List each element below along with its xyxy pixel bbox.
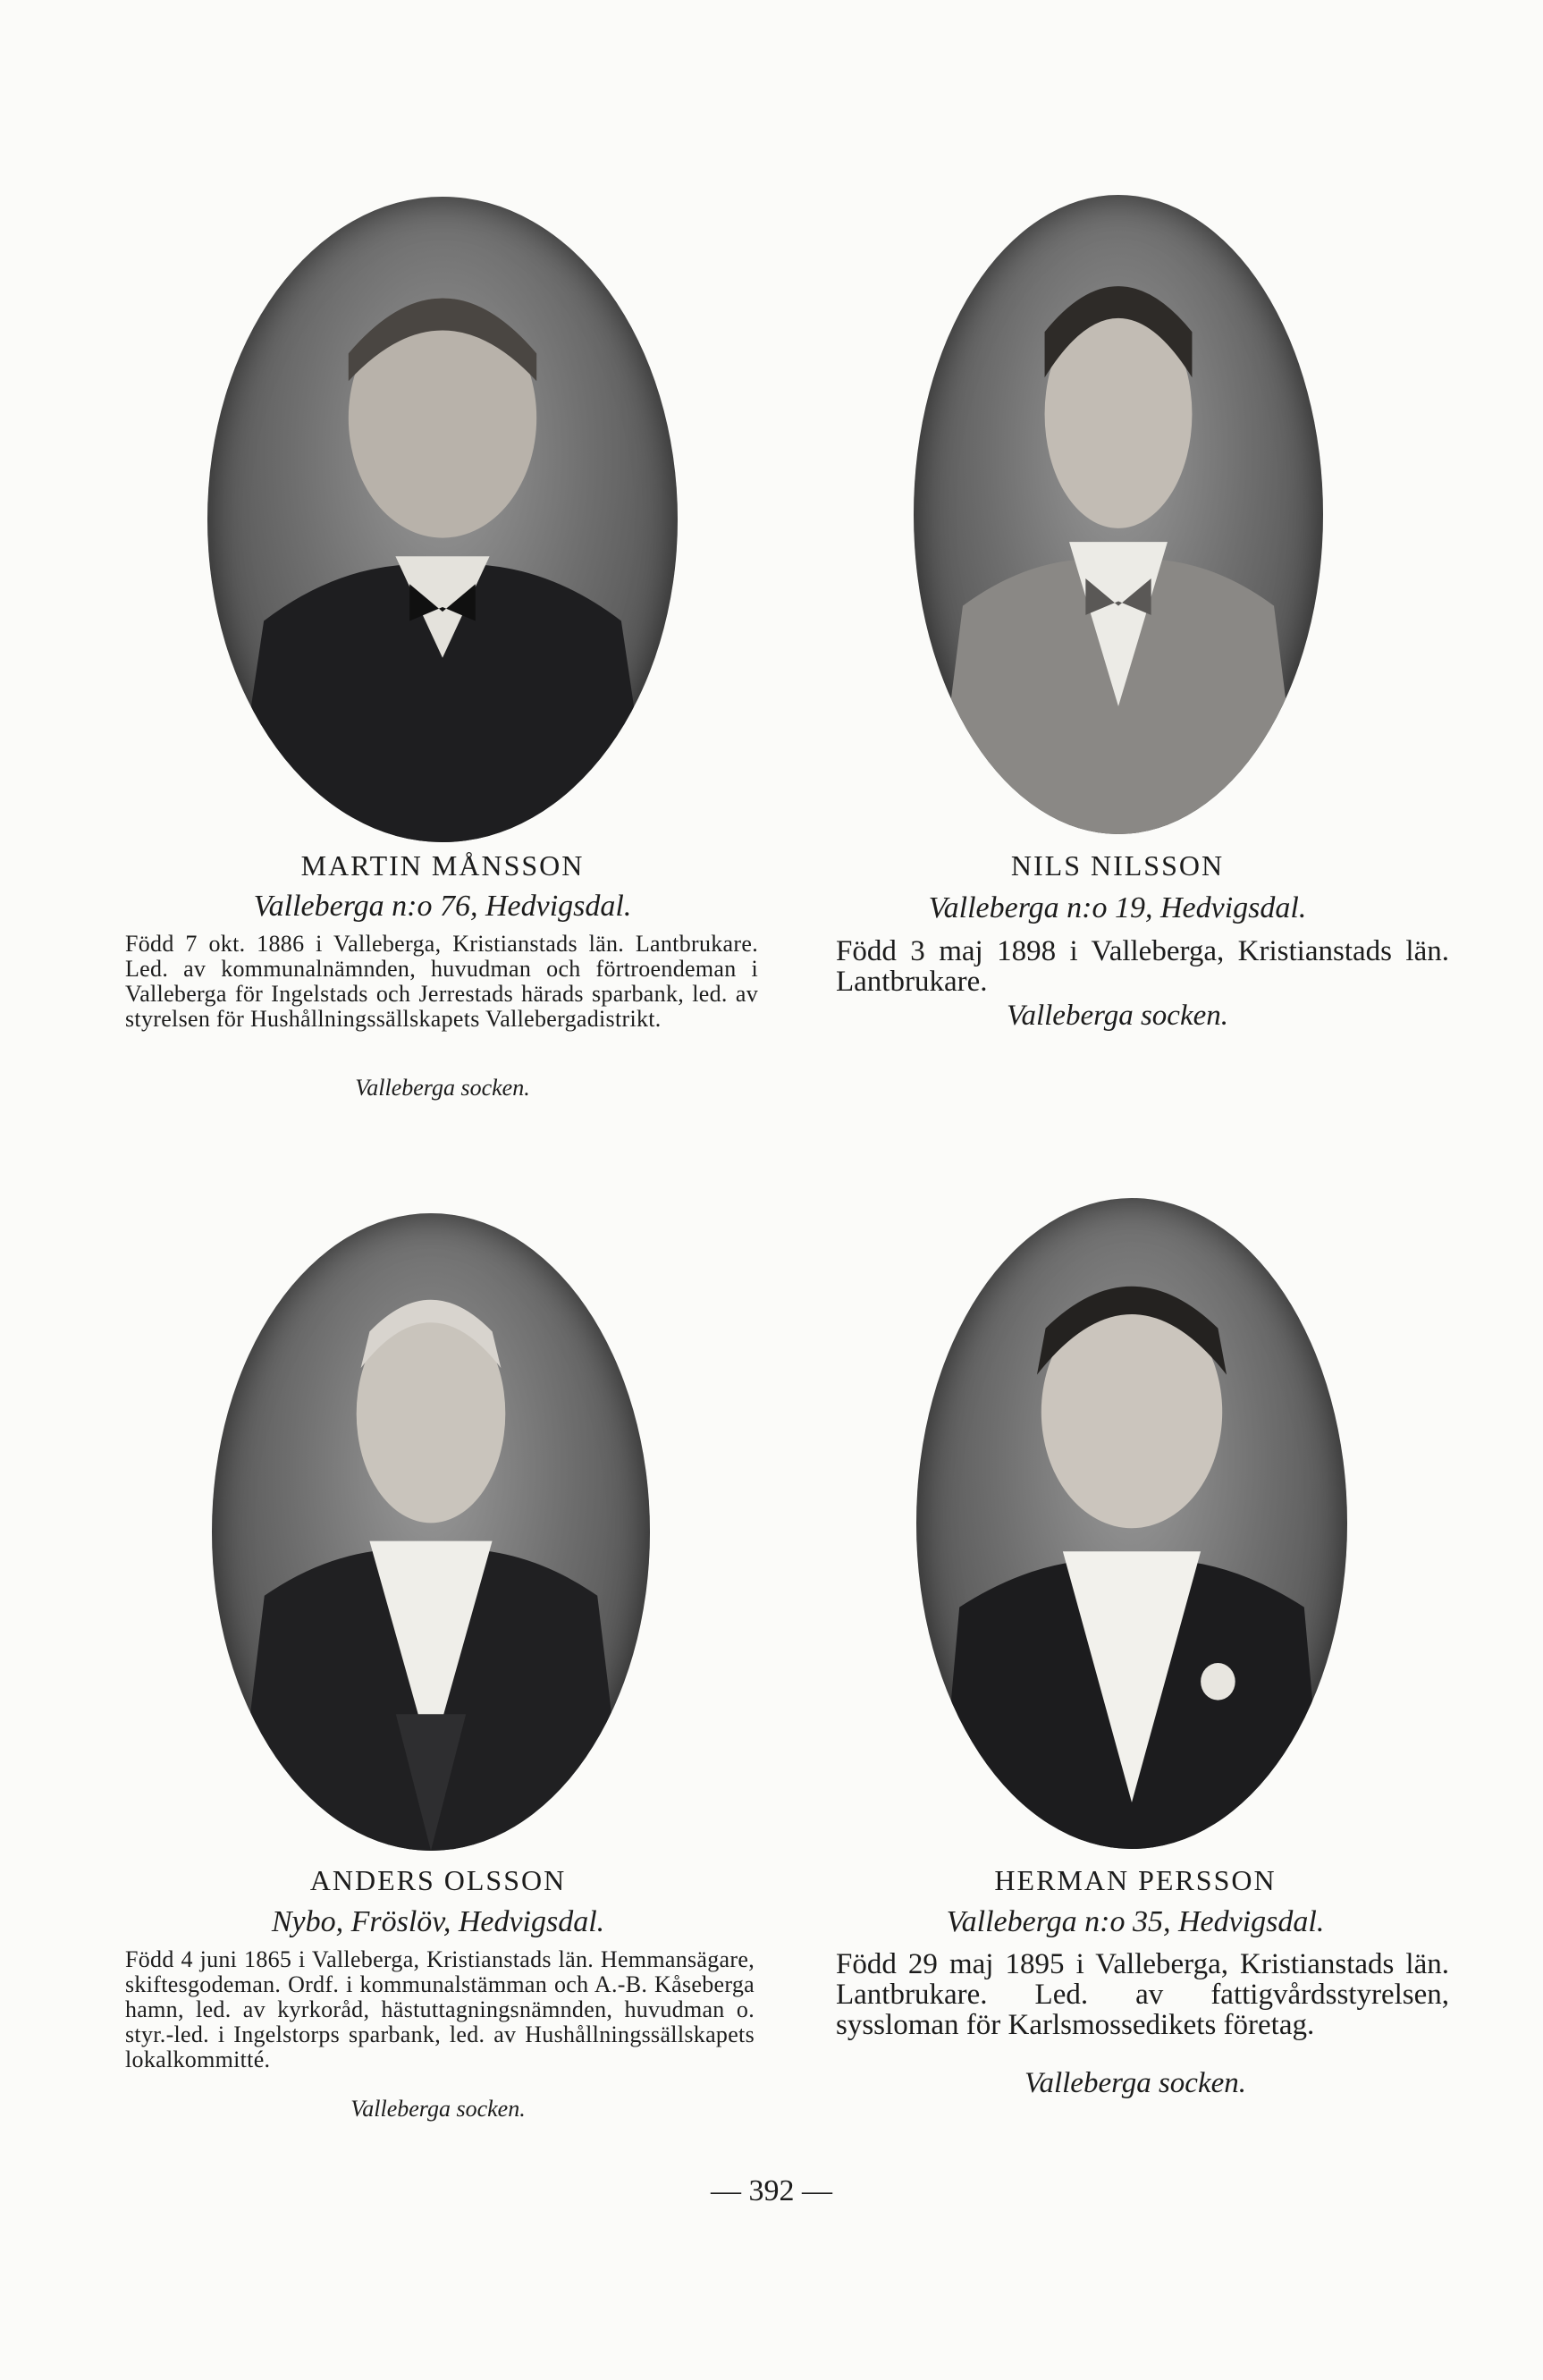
- parish-label: Valleberga socken.: [1006, 1000, 1229, 1032]
- person-name: MARTIN MÅNSSON: [300, 849, 585, 882]
- person-address: Valleberga n:o 19, Hedvigsdal.: [928, 891, 1307, 924]
- person-biography: Född 4 juni 1865 i Valleberga, Kristianstads län. Hemmansägare, skiftesgodeman. Ordf. i kommunalstämman och A.-B. Kåseberga hamn, led. av kyrkoråd, hästuttagningsnämnden, huvudman o. styr.-led. i Ingelstorps sparbank, led. av Hushållningssällskapets lokalkommitté.: [125, 1946, 755, 2072]
- page-number: — 392 —: [711, 2174, 832, 2207]
- portrait-photo: [914, 195, 1323, 834]
- person-name: NILS NILSSON: [1010, 849, 1225, 882]
- person-biography: Född 3 maj 1898 i Valleberga, Kristianstads län. Lantbrukare.: [836, 935, 1449, 998]
- person-biography: Född 7 okt. 1886 i Valleberga, Kristianstads län. Lantbrukare. Led. av kommunalnämnden, huvudman och förtroendeman i Valleberga för Ingelstads och Jerrestads härads sparbank, led. av styrelsen för Hushållningssällskapets Vallebergadistrikt.: [125, 931, 758, 1032]
- person-address: Nybo, Fröslöv, Hedvigsdal.: [271, 1905, 605, 1938]
- person-name: ANDERS OLSSON: [309, 1864, 567, 1896]
- parish-label: Valleberga socken.: [1024, 2067, 1247, 2099]
- portrait-photo: [916, 1198, 1347, 1849]
- portrait-photo: [212, 1213, 650, 1851]
- person-address: Valleberga n:o 35, Hedvigsdal.: [946, 1905, 1325, 1938]
- person-name: HERMAN PERSSON: [994, 1864, 1277, 1896]
- parish-label: Valleberga socken.: [350, 2096, 526, 2122]
- person-address: Valleberga n:o 76, Hedvigsdal.: [253, 890, 632, 923]
- parish-label: Valleberga socken.: [355, 1075, 530, 1101]
- person-biography: Född 29 maj 1895 i Valleberga, Kristianstads län. Lantbrukare. Led. av fattigvårdsstyrelsen, syssloman för Karlsmossedikets företag.: [836, 1948, 1449, 2041]
- portrait-photo: [207, 197, 678, 842]
